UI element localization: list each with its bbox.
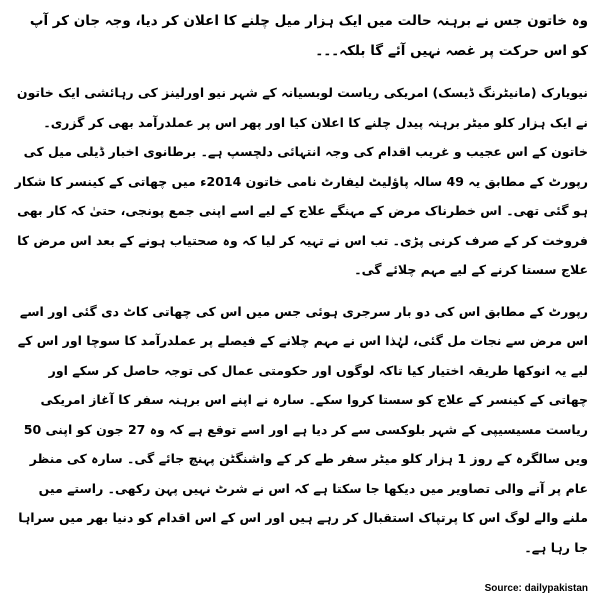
article-headline: وہ خاتون جس نے برہنہ حالت میں ایک ہزار میل چلنے کا اعلان کر دیا، وجہ جان کر آپ کو اس حرکت پر غصہ نہیں آئے گا بلکہ۔۔۔ xyxy=(29,13,588,59)
article-paragraph-2: رپورٹ کے مطابق اس کی دو بار سرجری ہوئی جس میں اس کی چھاتی کاٹ دی گئی اور اسے اس مرض سے نجات مل گئی، لہٰذا اس نے مہم چلانے کے فیصلے پر عملدرآمد کا سوچا اور اس کے لیے یہ انوکھا طریقہ اختیار کیا تاکہ لوگوں اور حکومتی عمال کی توجہ حاصل کر سکے اور چھاتی کے کینسر کے علاج کو سستا کروا سکے۔ سارہ نے اپنے اس برہنہ سفر کا آغاز امریکی ریاست مسیسیپی کے شہر بلوکسی سے کر دیا ہے اور اسے توقع ہے کہ وہ 27 جون کو اپنی 50 ویں سالگرہ کے روز 1 ہزار کلو میٹر سفر طے کر کے واشنگٹن پہنچ جائے گی۔ سارہ کی منظر عام پر آنے والی تصاویر میں دیکھا جا سکتا ہے کہ اس نے شرٹ نہیں پہن رکھی۔ راستے میں ملنے والے لوگ اس کا پرتپاک استقبال کر رہے ہیں اور اس کے اس اقدام کو دنیا بھر میں سراہا جا رہا ہے۔ xyxy=(17,303,588,555)
article-paragraph-1: نیویارک (مانیٹرنگ ڈیسک) امریکی ریاست لوبسیانہ کے شہر نیو اورلینز کی رہائشی ایک خاتون نے ایک ہزار کلو میٹر برہنہ پیدل چلنے کا اعلان کیا اور پھر اس پر عملدرآمد بھی کر گزری۔ خاتون کے اس عجیب و غریب اقدام کی وجہ انتہائی دلچسپ ہے۔ برطانوی اخبار ڈیلی میل کی رپورٹ کے مطابق یہ 49 سالہ پاؤلیٹ لیفارٹ نامی خاتون 2014ء میں چھاتی کے کینسر کا شکار ہو گئی تھی۔ اس خطرناک مرض کے مہنگے علاج کے لیے اسے اپنی جمع پونجی، حتیٰ کہ کار بھی فروخت کر کے صرف کرنی پڑی۔ تب اس نے تہیہ کر لیا کہ وہ صحتیاب ہونے کے بعد اس مرض کا علاج سستا کرنے کے لیے مہم چلائے گی۔ xyxy=(14,85,588,277)
source-credit: Source: dailypakistan xyxy=(484,583,588,594)
